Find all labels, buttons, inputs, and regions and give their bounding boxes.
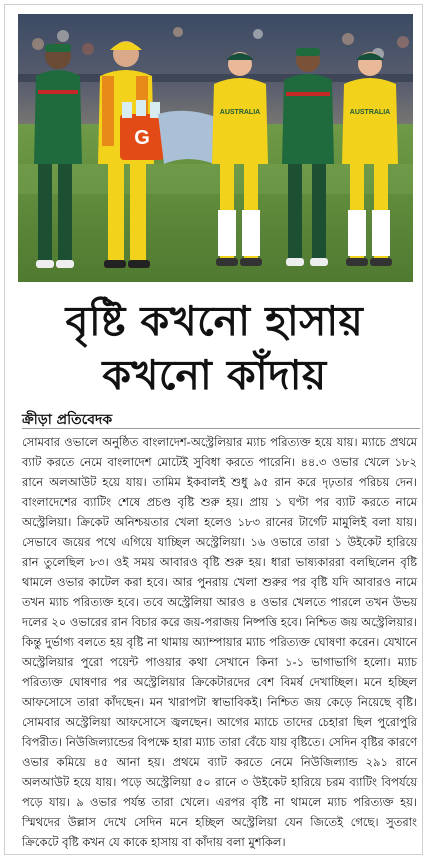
article-body: সোমবার ওভালে অনুষ্ঠিত বাংলাদেশ-অস্ট্রেলিয়ার ম্যাচ পরিত্যক্ত হয়ে যায়। ম্যাচে প্রথমে ব্যাট করতে নেমে বাংলাদেশ মোটেই সুবিধা করতে পারেনি। ৪৪.৩ ওভার খেলে ১৮২ রানে অলআউট হয়ে যায়। তামিম ইকবালই শুধু ৯৫ রান করে দৃঢ়তার পরিচয় দেন। বাংলাদেশের ব্যাটিং শেষে প্রচণ্ড বৃষ্টি শুরু হয়। প্রায় ১ ঘণ্টা পর ব্যাট করতে নামে অস্ট্রেলিয়া। ক্রিকেট অনিশ্চয়তার খেলা হলেও ১৮৩ রানের টার্গেট মামুলিই বলা যায়। সেভাবে জয়ের পথে এগিয়ে যাচ্ছিল অস্ট্রেলিয়া। ১৬ ওভারে তারা ১ উইকেট হারিয়ে রান তুলেছিল ৮৩। ওই সময় আবারও বৃষ্টি শুরু হয়। ধারা ভাষ্যকাররা বলছিলেন বৃষ্টি থামলে ওভার কাটেল করা হবে। আর পুনরায় খেলা শুরুর পর বৃষ্টি যদি আবারও নামে তখন ম্যাচ পরিত্যক্ত হবে। তবে অস্ট্রেলিয়া আরও ৪ ওভার খেলতে পারলে তখন উভয় দলের ২০ ওভারের রান বিচার করে জয়-পরাজয় নিষ্পত্তি হবে। নিশ্চিত জয় অস্ট্রেলিয়ার। কিন্তু দুর্ভাগ্য বলতে হয় বৃষ্টি না থামায় অ্যাম্পায়ার ম্যাচ পরিত্যক্ত ঘোষণা করেন। যেখানে অস্ট্রেলিয়ার পুরো পয়েন্ট পাওয়ার কথা সেখানে কিনা ১-১ ভাগাভাগি হলো। ম্যাচ পরিত্যক্ত ঘোষণার পর অস্ট্রেলিয়ার ক্রিকেটারদের বেশ বিমর্ষ দেখাচ্ছিল। মনে হচ্ছিল আফসোসে তারা কাঁদছেন। মন খারাপটা স্বাভাবিকই। নিশ্চিত জয় কেড়ে নিয়েছে বৃষ্টি। সোমবার অস্ট্রেলিয়া আফসোসে জ্বলছেন। আগের ম্যাচে তাদের চেহারা ছিল পুরোপুরি বিপরীত। নিউজিল্যান্ডের বিপক্ষে হারা ম্যাচ তারা বেঁচে যায় বৃষ্টিতে। সেদিন বৃষ্টির কারণে ওভার কমিয়ে ৪৫ আনা হয়। প্রথমে ব্যাট করতে নেমে নিউজিল্যান্ড ২৯১ রানে অলআউট হয়ে যায়। পড়ে অস্ট্রেলিয়া ৫০ রানে ৩ উইকেট হারিয়ে চরম ব্যাটিং বিপর্যয়ে পড়ে যায়। ৯ ওভার পর্যন্ত তারা খেলে। এরপর বৃষ্টি না থামলে ম্যাচ পরিত্যক্ত হয়। স্মিথদের উল্লাস দেখে সেদিন মনে হচ্ছিল অস্ট্রেলিয়া যেন জিতেই গেছে। সুতরাং ক্রিকেটে বৃষ্টি কখন যে কাকে হাসায় বা কাঁদায় বলা মুশকিল।: [22, 435, 417, 849]
headline-line-1: বৃষ্টি কখনো হাসায়: [65, 297, 364, 345]
headline-line-2: কখনো কাঁদায়: [102, 351, 327, 399]
cricket-players-photo: [18, 14, 413, 282]
byline: ক্রীড়া প্রতিবেদক: [22, 412, 113, 428]
byline-divider: [22, 428, 420, 429]
news-photo: [18, 14, 413, 282]
jersey-text: [178, 108, 217, 116]
jersey-text: AUSTRALIA: [349, 109, 391, 116]
jersey-text: AUSTRALIA: [219, 109, 261, 116]
bottle-logo: G: [134, 127, 150, 149]
